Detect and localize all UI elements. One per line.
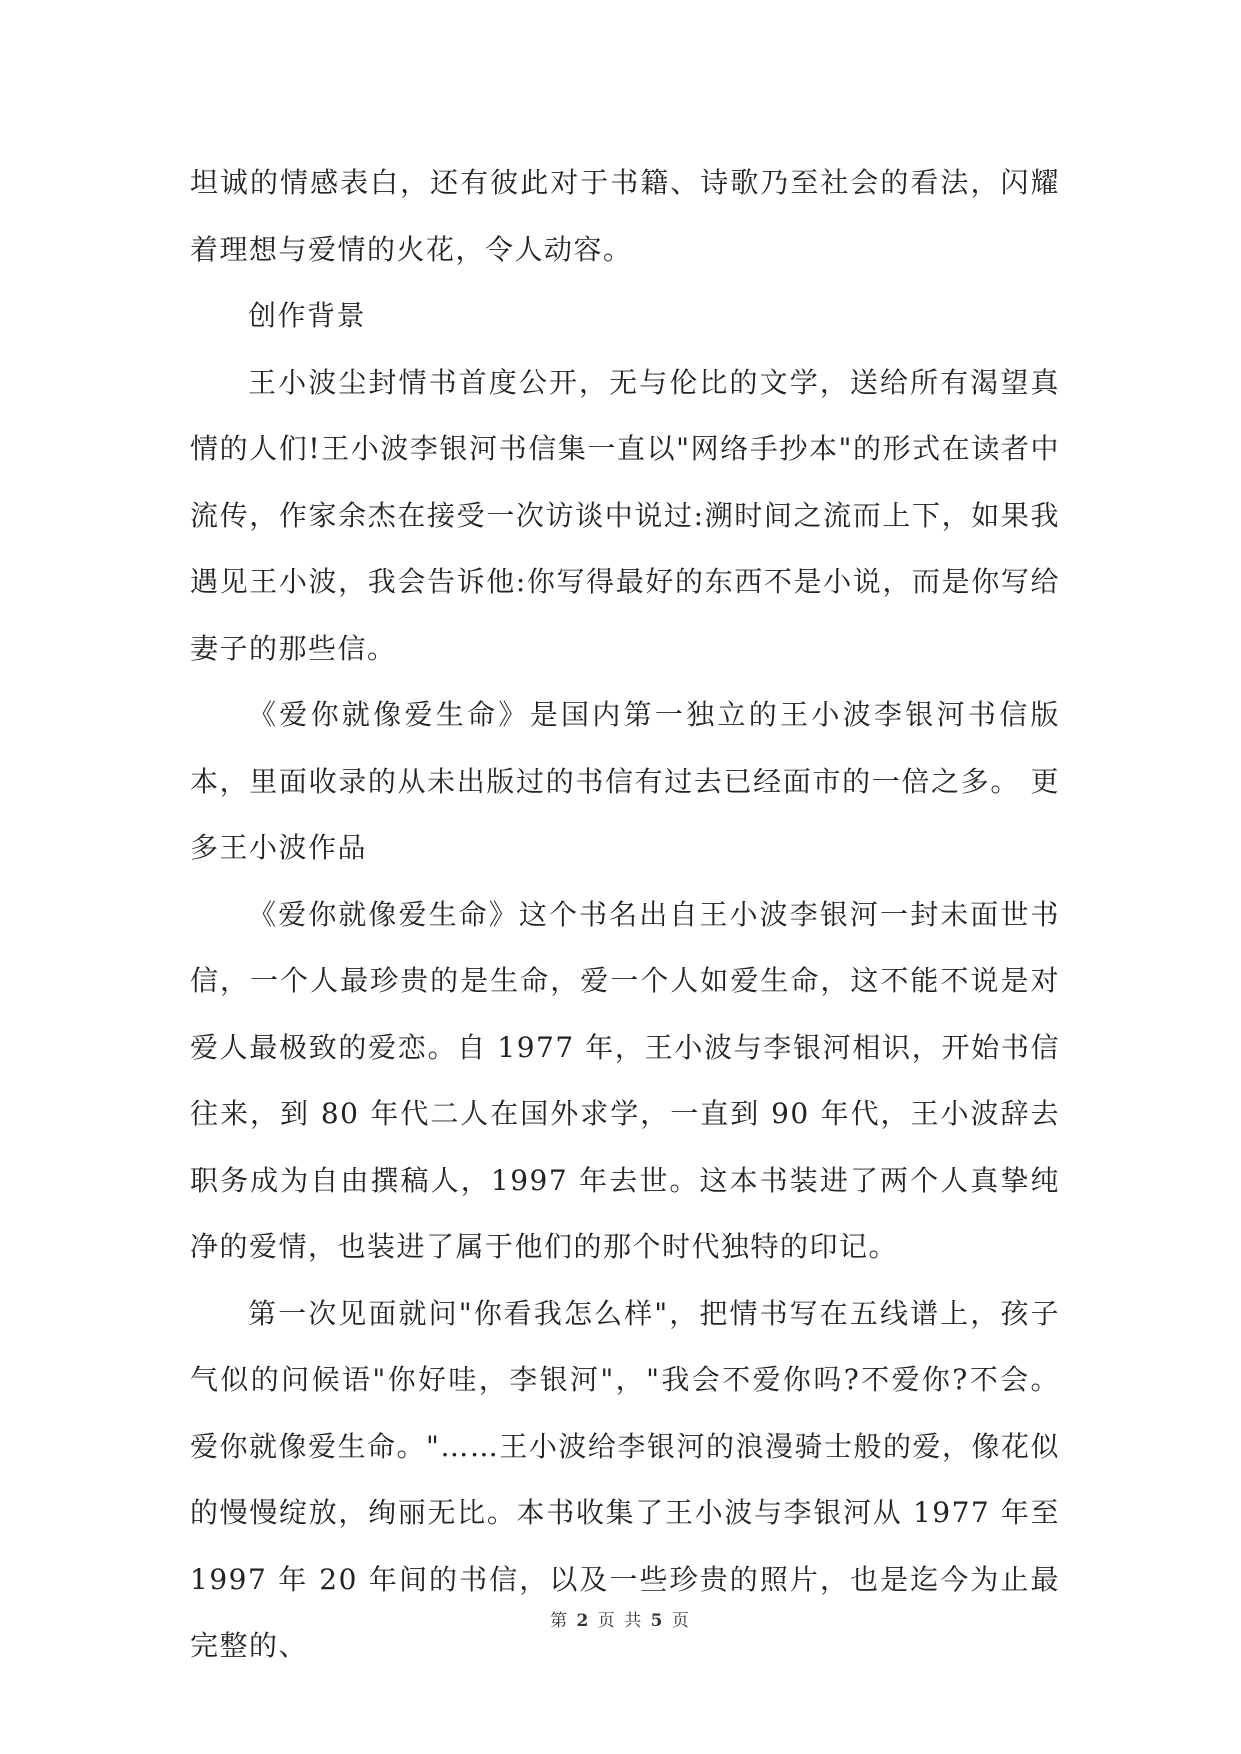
footer-prefix: 第 xyxy=(550,1611,570,1631)
paragraph-1: 坦诚的情感表白，还有彼此对于书籍、诗歌乃至社会的看法，闪耀着理想与爱情的火花，令人动容。 xyxy=(190,166,1060,266)
document-body xyxy=(190,150,1060,1680)
footer-suffix: 页 xyxy=(671,1611,691,1631)
section-heading-background: 创作背景 xyxy=(248,299,367,332)
paragraph-6: 第一次见面就问"你看我怎么样"，把情书写在五线谱上，孩子气似的问候语"你好哇，李银河"，"我会不爱你吗?不爱你?不会。爱你就像爱生命。"……王小波给李银河的浪漫骑士般的爱，像花似的慢慢绽放，绚丽无比。本书收集了王小波与李银河从 1977 年至 1997 年 20 年间的书信，以及一些珍贵的照片，也是迄今为止最完整的、 xyxy=(190,1296,1060,1662)
total-page-number: 5 xyxy=(650,1611,665,1631)
current-page-number: 2 xyxy=(576,1611,591,1631)
paragraph-5: 《爱你就像爱生命》这个书名出自王小波李银河一封未面世书信，一个人最珍贵的是生命，爱一个人如爱生命，这不能不说是对爱人最极致的爱恋。自 1977 年，王小波与李银河相识，开始书信往来，到 80 年代二人在国外求学，一直到 90 年代，王小波辞去职务成为自由撰稿人，1997 年去世。这本书装进了两个人真挚纯净的爱情，也装进了属于他们的那个时代独特的印记。 xyxy=(190,897,1060,1263)
footer-middle: 页 共 xyxy=(597,1611,644,1631)
page-footer xyxy=(0,1606,1241,1631)
paragraph-3: 王小波尘封情书首度公开，无与伦比的文学，送给所有渴望真情的人们!王小波李银河书信集一直以"网络手抄本"的形式在读者中流传，作家余杰在接受一次访谈中说过:溯时间之流而上下，如果我遇见王小波，我会告诉他:你写得最好的东西不是小说，而是你写给妻子的那些信。 xyxy=(190,365,1060,665)
paragraph-4: 《爱你就像爱生命》是国内第一独立的王小波李银河书信版本，里面收录的从未出版过的书信有过去已经面市的一倍之多。 更多王小波作品 xyxy=(190,698,1060,864)
